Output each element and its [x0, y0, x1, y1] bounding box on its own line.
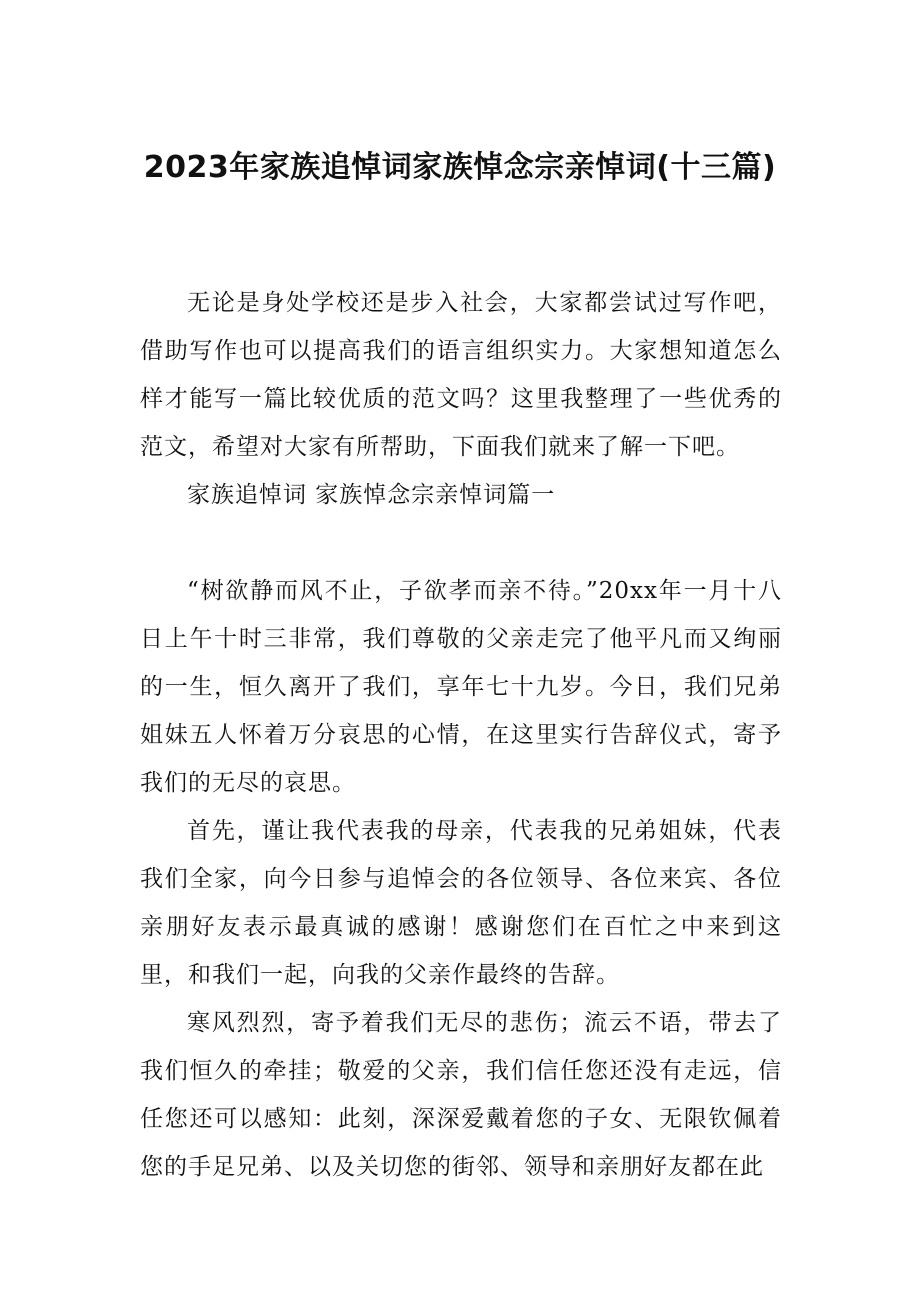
eulogy-paragraph-2: 首先，谨让我代表我的母亲，代表我的兄弟姐妹，代表我们全家，向今日参与追悼会的各位领导、各位来宾、各位亲朋好友表示最真诚的感谢！感谢您们在百忙之中来到这里，和我们一起，向我的父亲作最终的告辞。 — [140, 818, 782, 988]
section-heading: 家族追悼词 家族悼念宗亲悼词篇一 — [187, 482, 556, 508]
intro-paragraph: 无论是身处学校还是步入社会，大家都尝试过写作吧，借助写作也可以提高我们的语言组织实力。大家想知道怎么样才能写一篇比较优质的范文吗？这里我整理了一些优秀的范文，希望对大家有所帮助，下面我们就来了解一下吧。 — [140, 290, 782, 460]
eulogy-paragraph-3: 寒风烈烈，寄予着我们无尽的悲伤；流云不语，带去了我们恒久的牵挂；敬爱的父亲，我们信任您还没有走远，信任您还可以感知：此刻，深深爱戴着您的子女、无限钦佩着您的手足兄弟、以及关切您的街邻、领导和亲朋好友都在此 — [140, 1010, 782, 1180]
document-title: 2023年家族追悼词家族悼念宗亲悼词(十三篇) — [143, 150, 777, 185]
eulogy-paragraph-1: “树欲静而风不止，子欲孝而亲不待。”20xx年一月十八日上午十时三非常，我们尊敬的父亲走完了他平凡而又绚丽的一生，恒久离开了我们，享年七十九岁。今日，我们兄弟姐妹五人怀着万分哀思的心情，在这里实行告辞仪式，寄予我们的无尽的哀思。 — [140, 578, 782, 796]
